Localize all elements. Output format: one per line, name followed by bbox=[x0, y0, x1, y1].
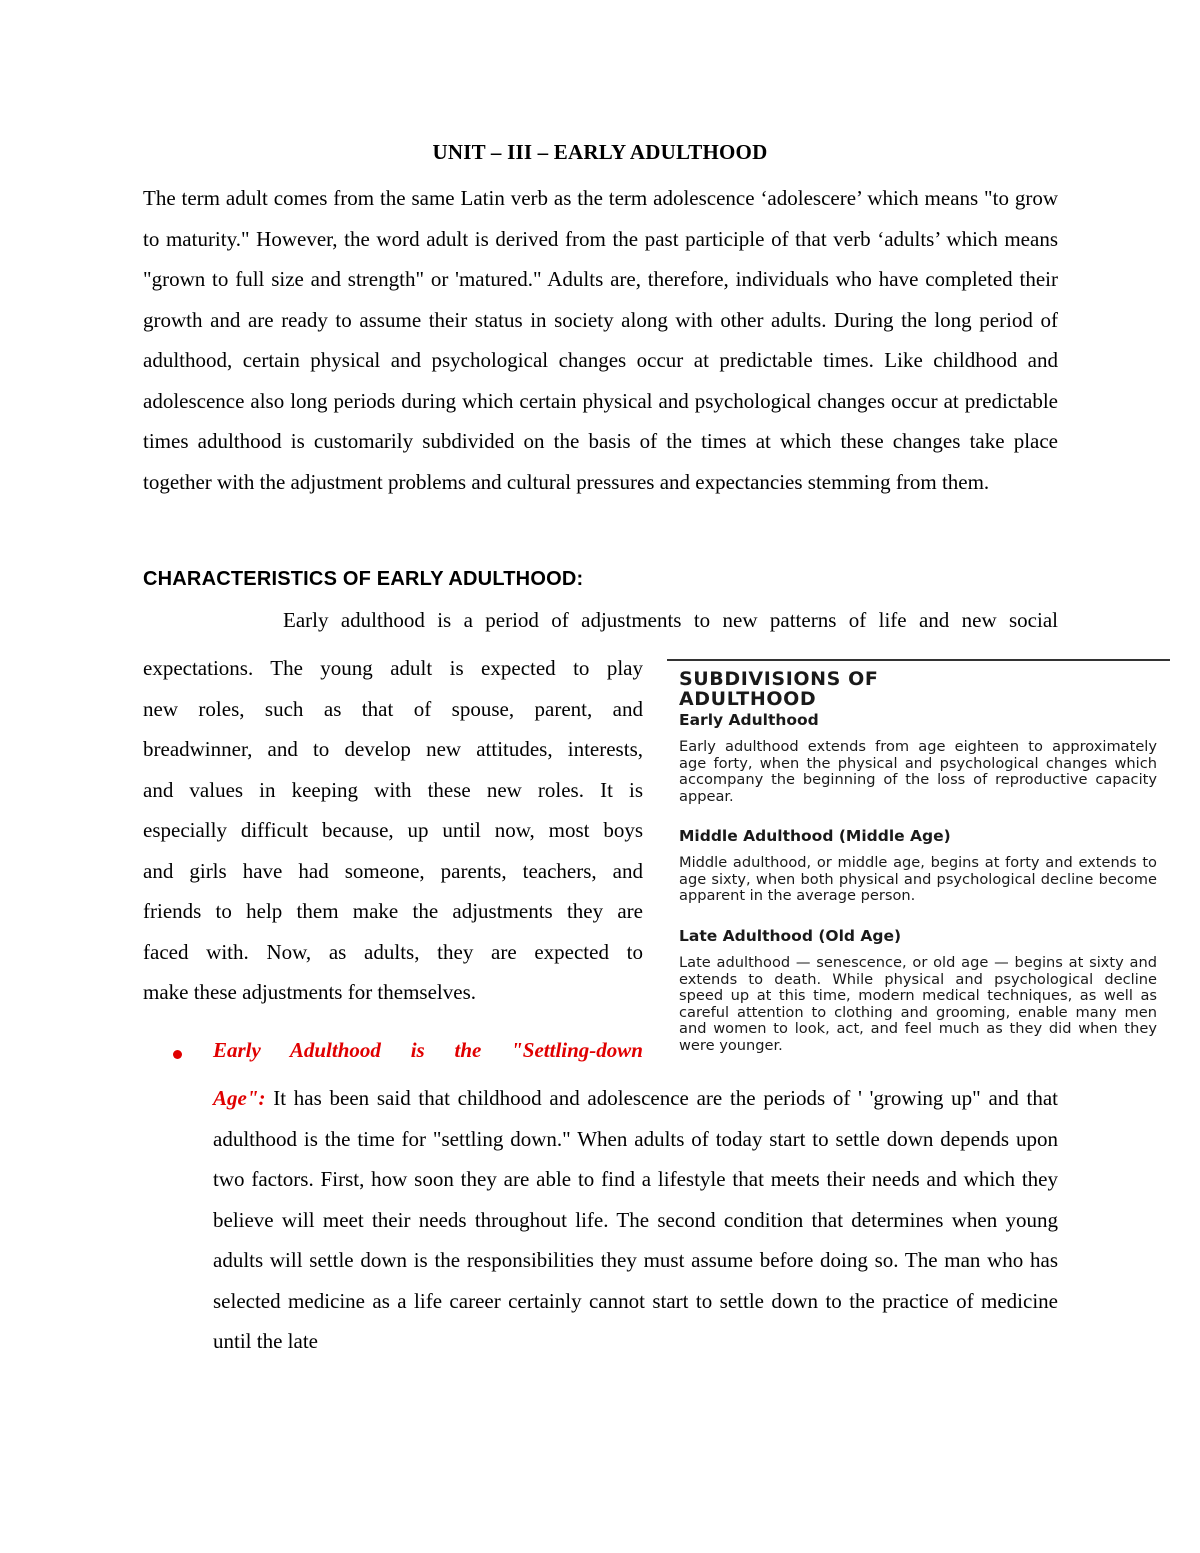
bullet-icon bbox=[173, 1050, 182, 1059]
middle-adulthood-heading: Middle Adulthood (Middle Age) bbox=[679, 827, 951, 845]
late-adulthood-heading: Late Adulthood (Old Age) bbox=[679, 927, 902, 945]
paragraph-line: especially difficult because, up until now, most boys bbox=[143, 818, 643, 842]
paragraph-line: faced with. Now, as adults, they are expected to bbox=[143, 939, 643, 964]
paragraph-line: make these adjustments for themselves. bbox=[143, 980, 476, 1004]
paragraph-line: new roles, such as that of spouse, parent, and bbox=[143, 696, 643, 721]
early-adulthood-heading: Early Adulthood bbox=[679, 711, 819, 729]
paragraph-line: friends to help them make the adjustments they are bbox=[143, 899, 643, 923]
figure-title: SUBDIVISIONS OF ADULTHOOD bbox=[679, 668, 879, 710]
late-adulthood-text: Late adulthood — senescence, or old age — begins at sixty and extends to death. While physical and psychological decline speed up at this time, modern medical techniques, as well as careful attention to clothing and grooming, enable many men and women to look, act, and feel much as they did when they were younger. bbox=[679, 954, 1157, 1054]
paragraph-line: expectations. The young adult is expected to play bbox=[143, 656, 643, 680]
bullet-title-continued: Age": bbox=[213, 1086, 266, 1110]
bullet-body bbox=[213, 1078, 1058, 1362]
bullet-body-text: It has been said that childhood and adolescence are the periods of ' 'growing up" and that adulthood is the time for "settling down." When adults of today start to settle down depends upon two factors. First, how soon they are able to find a lifestyle that meets their needs and which they believe will meet their needs throughout life. The second condition that determines when young adults will settle down is the responsibilities they must assume before doing so. The man who has selected medicine as a life career certainly cannot start to settle down to the practice of medicine until the late bbox=[213, 1086, 1058, 1353]
characteristics-paragraph bbox=[143, 648, 643, 1013]
early-adulthood-text: Early adulthood extends from age eighteen to approximately age forty, when the physical and psychological changes which accompany the beginning of the loss of reproductive capacity appear. bbox=[679, 738, 1157, 805]
middle-adulthood-text: Middle adulthood, or middle age, begins at forty and extends to age sixty, when both physical and psychological decline become apparent in the average person. bbox=[679, 854, 1157, 905]
characteristics-lead: Early adulthood is a period of adjustments to new patterns of life and new social bbox=[283, 608, 1058, 632]
paragraph-line: and values in keeping with these new roles. It is bbox=[143, 777, 643, 802]
paragraph-line: and girls have had someone, parents, teachers, and bbox=[143, 858, 643, 883]
intro-paragraph: The term adult comes from the same Latin verb as the term adolescence ‘adolescere’ which means "to grow to maturity." However, the word adult is derived from the past participle of that verb ‘adults’ which means "grown to full size and strength" or 'matured." Adults are, therefore, individuals who have completed their growth and are ready to assume their status in society along with other adults. During the long period of adulthood, certain physical and psychological changes occur at predictable times. Like childhood and adolescence also long periods during which certain physical and psychological changes occur at predictable times adulthood is customarily subdivided on the basis of the times at which these changes take place together with the adjustment problems and cultural pressures and expectancies stemming from them. bbox=[143, 186, 1058, 494]
subdivisions-figure bbox=[667, 659, 1170, 1079]
paragraph-line: breadwinner, and to develop new attitudes, interests, bbox=[143, 737, 643, 761]
page-title: UNIT – III – EARLY ADULTHOOD bbox=[432, 140, 768, 164]
characteristics-heading: CHARACTERISTICS OF EARLY ADULTHOOD: bbox=[143, 568, 584, 590]
figure-top-rule bbox=[667, 659, 1170, 661]
bullet-title: Early Adulthood is the "Settling-down bbox=[213, 1038, 643, 1062]
